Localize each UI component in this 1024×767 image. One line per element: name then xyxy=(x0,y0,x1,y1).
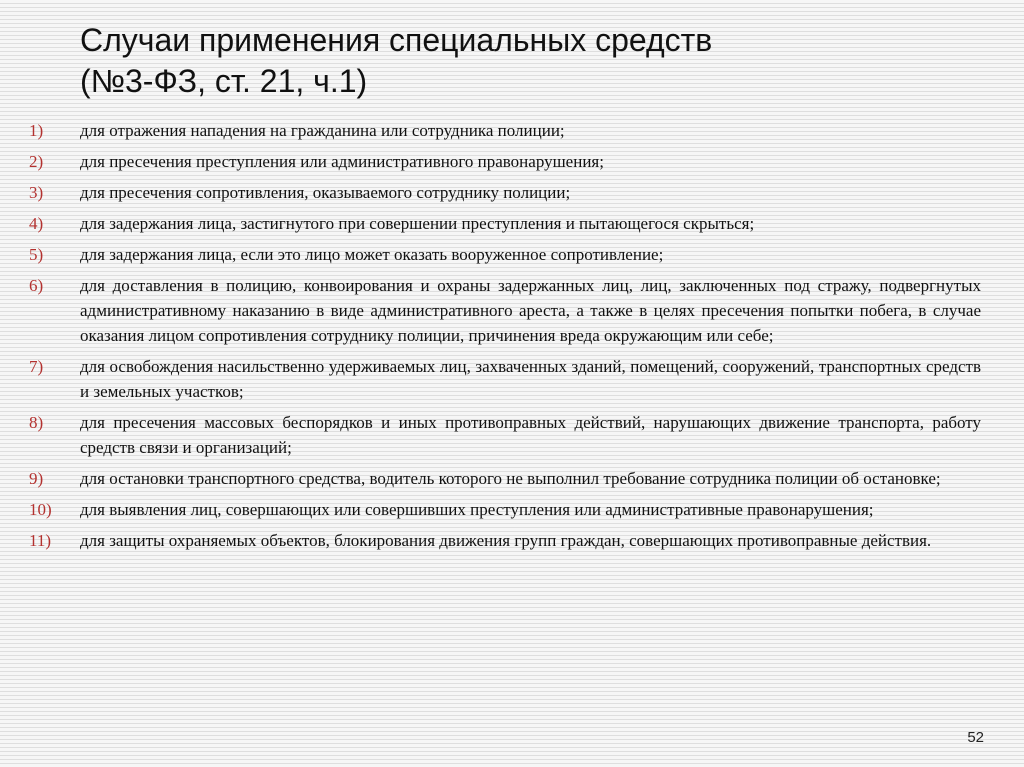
list-item xyxy=(29,149,981,174)
item-text: для задержания лица, если это лицо может оказать вооруженное сопротивление; xyxy=(80,245,664,264)
title-line-1: Случаи применения специальных средств xyxy=(80,22,713,58)
item-number: 7) xyxy=(29,357,44,376)
item-number: 2) xyxy=(29,152,44,171)
item-text: для пресечения массовых беспорядков и иных противоправных действий, нарушающих движение транспорта, работу средств связи и организаций; xyxy=(80,413,981,457)
item-text: для отражения нападения на гражданина или сотрудника полиции; xyxy=(80,121,565,140)
item-number: 4) xyxy=(29,214,44,233)
item-text: для защиты охраняемых объектов, блокирования движения групп граждан, совершающих противоправные действия. xyxy=(80,531,932,550)
list-item xyxy=(29,528,981,553)
title-line-2: (№3-ФЗ, ст. 21, ч.1) xyxy=(80,63,368,99)
item-text: для задержания лица, застигнутого при совершении преступления и пытающегося скрыться; xyxy=(80,214,755,233)
item-number: 3) xyxy=(29,183,44,202)
item-number: 9) xyxy=(29,469,44,488)
item-text: для доставления в полицию, конвоирования и охраны задержанных лиц, лиц, заключенных под стражу, подвергнутых административному наказанию в виде административного ареста, а также в целях пресечения попытки побега, в случае оказания лицом сопротивления сотруднику полиции, причинения вреда окружающим или себе; xyxy=(80,276,981,345)
list-item xyxy=(29,466,981,491)
item-number: 1) xyxy=(29,121,44,140)
item-text: для выявления лиц, совершающих или совершивших преступления или административные правонарушения; xyxy=(80,500,874,519)
item-number: 11) xyxy=(29,531,52,550)
item-number: 6) xyxy=(29,276,44,295)
item-text: для остановки транспортного средства, водитель которого не выполнил требование сотрудника полиции об остановке; xyxy=(80,469,941,488)
item-number: 5) xyxy=(29,245,44,264)
item-text: для пресечения сопротивления, оказываемого сотруднику полиции; xyxy=(80,183,571,202)
list-item xyxy=(29,242,981,267)
cases-list xyxy=(29,118,981,559)
item-text: для освобождения насильственно удерживаемых лиц, захваченных зданий, помещений, сооружений, транспортных средств и земельных участков; xyxy=(80,357,981,401)
item-text: для пресечения преступления или административного правонарушения; xyxy=(80,152,604,171)
list-item xyxy=(29,273,981,348)
item-number: 8) xyxy=(29,413,44,432)
list-item xyxy=(29,354,981,404)
list-item xyxy=(29,410,981,460)
item-number: 10) xyxy=(29,500,52,519)
slide-title xyxy=(80,20,960,102)
page-number: 52 xyxy=(967,729,984,746)
list-item xyxy=(29,211,981,236)
list-item xyxy=(29,118,981,143)
list-item xyxy=(29,497,981,522)
list-item xyxy=(29,180,981,205)
